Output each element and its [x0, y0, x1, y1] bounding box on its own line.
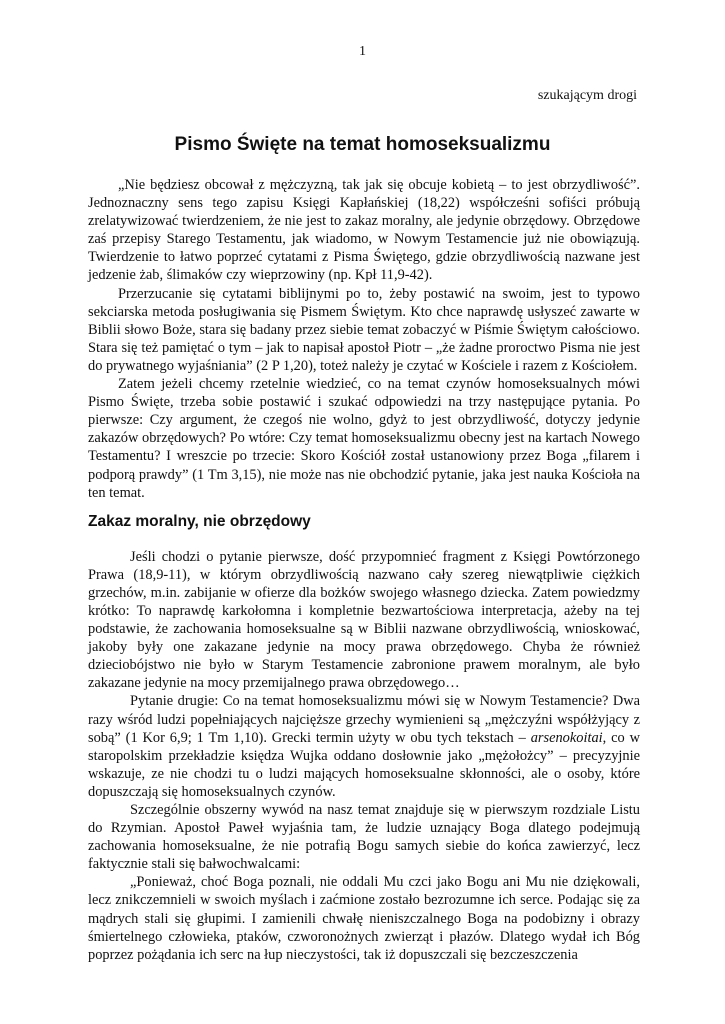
paragraph: Zatem jeżeli chcemy rzetelnie wiedzieć, co na temat czynów homoseksualnych mówi Pismo Święte, trzeba sobie postawić i szukać odpowiedzi na trzy następujące pytania. Po pierwsze: Czy argument, że czegoś nie wolno, gdyż to jest obrzydliwość, dotyczy jedynie zakazów obrzędowych? Po wtóre: Czy temat homoseksualizmu obecny jest na kartach Nowego Testamentu? I wreszcie po trzecie: Skoro Kościół został ustanowiony przez Boga „filarem i podporą prawdy” (1 Tm 3,15), nie może nas nie obchodzić pytanie, jaka jest nauka Kościoła na ten temat. — [88, 376, 640, 501]
section-heading: Zakaz moralny, nie obrzędowy — [88, 512, 311, 530]
paragraph: Przerzucanie się cytatami biblijnymi po to, żeby postawić na swoim, jest to typowo sekciarska metoda posługiwania się Pismem Świętym. Kto chce naprawdę usłyszeć zawarte w Biblii słowo Boże, stara się badany przez siebie temat zobaczyć w Piśmie Świętym całościowo. Stara się też pamiętać o tym – jak to napisał apostoł Piotr – „że żadne proroctwo Pisma nie jest do prywatnego wyjaśniania” (2 P 1,20), toteż należy je czytać w Kościele i razem z Kościołem. — [88, 285, 640, 374]
document-body — [88, 176, 640, 964]
paragraph — [88, 692, 640, 801]
document-title: Pismo Święte na temat homoseksualizmu — [174, 134, 551, 155]
greek-term: arsenokoitai — [530, 729, 603, 746]
page-number: 1 — [359, 44, 366, 59]
motto: szukającym drogi — [537, 88, 637, 103]
quotation-paragraph: „Ponieważ, choć Boga poznali, nie oddali Mu czci jako Bogu ani Mu nie dziękowali, lecz znikczemnieli w swoich myślach i zaćmione zostało bezrozumne ich serce. Podając się za mądrych stali się głupimi. I zamienili chwałę nieniszczalnego Boga na podobizny i obrazy śmiertelnego człowieka, ptaków, czworonożnych zwierząt i płazów. Dlatego wydał ich Bóg poprzez pożądania ich serc na łup nieczystości, tak iż dopuszczali się bezczeszczenia — [88, 874, 640, 963]
paragraph: „Nie będziesz obcował z mężczyzną, tak jak się obcuje kobietą – to jest obrzydliwość”. Jednoznaczny sens tego zapisu Księgi Kapłańskiej (18,22) współcześni sofiści próbują zrelatywizować twierdzeniem, że nie jest to zakaz moralny, ale jedynie obrzędowy. Obrzędowe zaś przepisy Starego Testamentu, jak wiadomo, w Nowym Testamencie już nie obowiązują. Twierdzenie to łatwo poprzeć cytatami z Pisma Świętego, gdzie obrzydliwością nazwane jest jedzenie żab, ślimaków czy wieprzowiny (np. Kpł 11,9-42). — [88, 177, 640, 284]
paragraph: Szczególnie obszerny wywód na nasz temat znajduje się w pierwszym rozdziale Listu do Rzymian. Apostoł Paweł wyjaśnia tam, że ludzie uznający Boga dlatego podejmują zachowania homoseksualne, że nie potrafią Bogu samych siebie do końca zawierzyć, lecz faktycznie stali się bałwochwalcami: — [88, 802, 640, 873]
paragraph-text: , co w staropolskim przekładzie księdza Wujka oddano dosłownie jako „mężołożcy” – precyzyjnie wskazuje, ze nie chodzi tu o ludzi mających homoseksualne skłonności, ale o osoby, które dopuszczają się homoseksualnych czynów. — [88, 729, 640, 800]
paragraph-text: Pytanie drugie: Co na temat homoseksualizmu mówi się w Nowym Testamencie? Dwa razy wśród ludzi popełniających najcięższe grzechy wymienieni są „mężczyźni współżyjący z sobą” (1 Kor 6,9; 1 Tm 1,10). Grecki termin użyty w obu tych tekstach – — [88, 693, 640, 746]
paragraph: Jeśli chodzi o pytanie pierwsze, dość przypomnieć fragment z Księgi Powtórzonego Prawa (18,9-11), w którym obrzydliwością nazwano cały szereg niewątpliwie ciężkich grzechów, m.in. zabijanie w ofierze dla bożków swojego własnego dziecka. Zatem powiedzmy krótko: To naprawdę karkołomna i kompletnie bezwartościowa interpretacja, ażeby na tej podstawie, że zachowania homoseksualne są w Biblii nazwane obrzydliwością, wnioskować, jakoby były one zakazane jedynie na mocy prawa obrzędowego. Chyba że również dzieciobójstwo nie było w Starym Testamencie zabronione prawem moralnym, ale było zakazane jedynie na mocy przemijalnego prawa obrzędowego… — [88, 548, 640, 692]
